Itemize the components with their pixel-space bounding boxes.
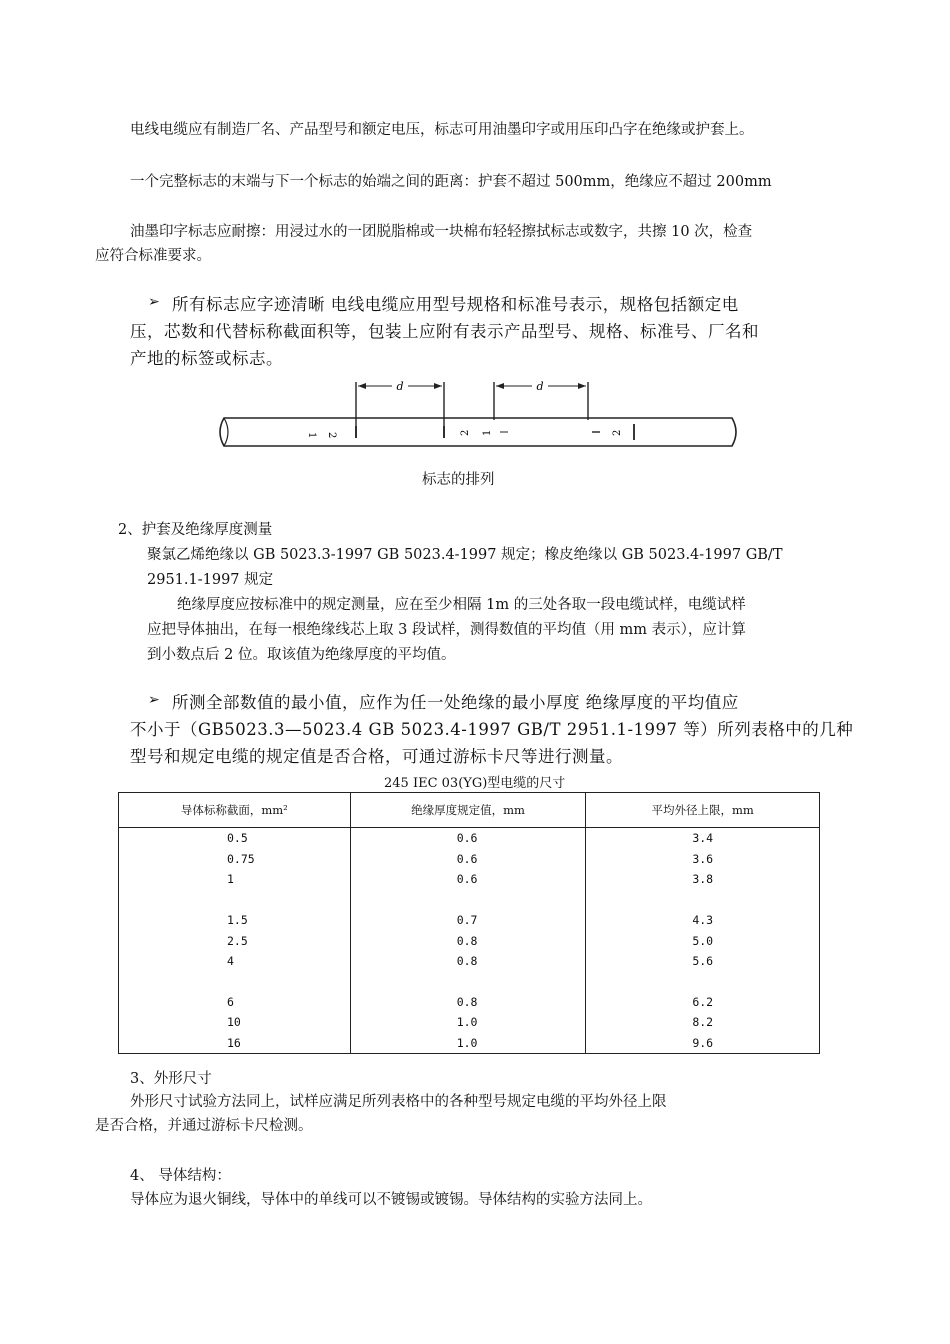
section3-line2: 是否合格，并通过游标卡尺检测。 bbox=[95, 1118, 313, 1134]
table-cell: 0.8 bbox=[350, 992, 586, 1013]
section3-heading: 3、外形尺寸 bbox=[130, 1071, 212, 1087]
paragraph-manufacturer-marking: 电线电缆应有制造厂名、产品型号和额定电压，标志可用油墨印字或用压印凸字在绝缘或护套上。 bbox=[130, 122, 754, 138]
table-cell: 1.5 bbox=[119, 910, 351, 931]
table-cell: 4 bbox=[119, 951, 351, 972]
table-cell: 1.0 bbox=[350, 1033, 586, 1054]
table-cell: 16 bbox=[119, 1033, 351, 1054]
table-cell: 2.5 bbox=[119, 930, 351, 951]
section2-line2: 2951.1-1997 规定 bbox=[147, 572, 274, 588]
table-header: 导体标称截面，mm² bbox=[119, 793, 351, 828]
cable-mark: 1 bbox=[306, 432, 317, 439]
section2-line5: 到小数点后 2 位。取该值为绝缘厚度的平均值。 bbox=[147, 647, 456, 663]
table-cell: 0.8 bbox=[350, 930, 586, 951]
bullet-marker-1: ➢ bbox=[148, 294, 160, 310]
marking-arrangement-figure bbox=[210, 370, 750, 460]
bullet2-line1: 所测全部数值的最小值，应作为任一处绝缘的最小厚度 绝缘厚度的平均值应 bbox=[172, 693, 739, 712]
section4-line1: 导体应为退火铜线，导体中的单线可以不镀锡或镀锡。导体结构的实验方法同上。 bbox=[130, 1192, 652, 1208]
table-cell: 3.8 bbox=[586, 869, 820, 890]
bullet-marker-2: ➢ bbox=[148, 692, 160, 708]
table-cell: 3.4 bbox=[586, 828, 820, 849]
dim-label-1: d bbox=[396, 380, 404, 393]
section2-line4: 应把导体抽出，在每一根绝缘线芯上取 3 段试样，测得数值的平均值（用 mm 表示），应计算 bbox=[147, 622, 746, 638]
section4-heading: 4、 导体结构： bbox=[130, 1168, 231, 1184]
table-row bbox=[119, 930, 820, 951]
table-cell: 5.0 bbox=[586, 930, 820, 951]
table-cell: 6.2 bbox=[586, 992, 820, 1013]
table-title: 245 IEC 03(YG)型电缆的尺寸 bbox=[384, 776, 566, 791]
dim-label-2: d bbox=[536, 380, 544, 393]
section2-heading: 2、护套及绝缘厚度测量 bbox=[118, 522, 273, 538]
table-cell: 3.6 bbox=[586, 849, 820, 870]
table-row bbox=[119, 869, 820, 890]
table-spacer-cell bbox=[119, 890, 351, 910]
table-cell: 8.2 bbox=[586, 1012, 820, 1033]
paragraph-marking-distance: 一个完整标志的末端与下一个标志的始端之间的距离：护套不超过 500mm，绝缘应不超过 200mm bbox=[130, 174, 772, 190]
table-cell: 0.5 bbox=[119, 828, 351, 849]
table-cell: 4.3 bbox=[586, 910, 820, 931]
table-cell: 0.7 bbox=[350, 910, 586, 931]
table-cell: 5.6 bbox=[586, 951, 820, 972]
section2-line1: 聚氯乙烯绝缘以 GB 5023.3-1997 GB 5023.4-1997 规定；橡皮绝缘以 GB 5023.4-1997 GB/T bbox=[147, 547, 783, 563]
cable-dimension-table bbox=[118, 792, 820, 1054]
bullet2-line2: 不小于（GB5023.3—5023.4 GB 5023.4-1997 GB/T 2951.1-1997 等）所列表格中的几种 bbox=[130, 720, 854, 739]
table-cell: 0.8 bbox=[350, 951, 586, 972]
table-row bbox=[119, 828, 820, 849]
table-row bbox=[119, 849, 820, 870]
bullet1-line2: 压，芯数和代替标称截面积等，包装上应附有表示产品型号、规格、标准号、厂名和 bbox=[130, 322, 759, 341]
section2-line3: 绝缘厚度应按标准中的规定测量，应在至少相隔 1m 的三处各取一段电缆试样，电缆试样 bbox=[177, 597, 746, 613]
cable-mark: 2 bbox=[460, 429, 471, 436]
table-cell: 1.0 bbox=[350, 1012, 586, 1033]
table-row bbox=[119, 1012, 820, 1033]
bullet1-line1: 所有标志应字迹清晰 电线电缆应用型号规格和标准号表示，规格包括额定电 bbox=[172, 295, 739, 314]
table-cell: 1 bbox=[119, 869, 351, 890]
table-cell: 10 bbox=[119, 1012, 351, 1033]
paragraph-ink-durability-1: 油墨印字标志应耐擦：用浸过水的一团脱脂棉或一块棉布轻轻擦拭标志或数字，共擦 10 次，检查 bbox=[130, 224, 753, 240]
bullet2-line3: 型号和规定电缆的规定值是否合格，可通过游标卡尺等进行测量。 bbox=[130, 747, 623, 766]
table-spacer-cell bbox=[350, 890, 586, 910]
table-row bbox=[119, 1033, 820, 1054]
table-cell: 0.6 bbox=[350, 869, 586, 890]
cable-outline bbox=[220, 418, 736, 446]
table-cell: 0.6 bbox=[350, 828, 586, 849]
cable-mark: 1 bbox=[482, 429, 493, 436]
table-cell: 0.6 bbox=[350, 849, 586, 870]
table-row bbox=[119, 992, 820, 1013]
table-cell: 9.6 bbox=[586, 1033, 820, 1054]
table-spacer-cell bbox=[350, 972, 586, 992]
cable-mark: 2 bbox=[612, 429, 623, 436]
paragraph-ink-durability-2: 应符合标准要求。 bbox=[95, 248, 211, 264]
table-spacer-row bbox=[119, 972, 820, 992]
figure-caption: 标志的排列 bbox=[422, 472, 495, 488]
table-header: 绝缘厚度规定值，mm bbox=[350, 793, 586, 828]
table-cell: 0.75 bbox=[119, 849, 351, 870]
table-cell: 6 bbox=[119, 992, 351, 1013]
table-row bbox=[119, 910, 820, 931]
table-spacer-cell bbox=[119, 972, 351, 992]
table-row bbox=[119, 951, 820, 972]
table-spacer-cell bbox=[586, 890, 820, 910]
section3-line1: 外形尺寸试验方法同上，试样应满足所列表格中的各种型号规定电缆的平均外径上限 bbox=[130, 1094, 667, 1110]
table-spacer-row bbox=[119, 890, 820, 910]
cable-mark: 2 bbox=[326, 432, 337, 439]
table-spacer-cell bbox=[586, 972, 820, 992]
bullet1-line3: 产地的标签或标志。 bbox=[130, 349, 283, 368]
table-header: 平均外径上限，mm bbox=[586, 793, 820, 828]
table-header-row bbox=[119, 793, 820, 828]
